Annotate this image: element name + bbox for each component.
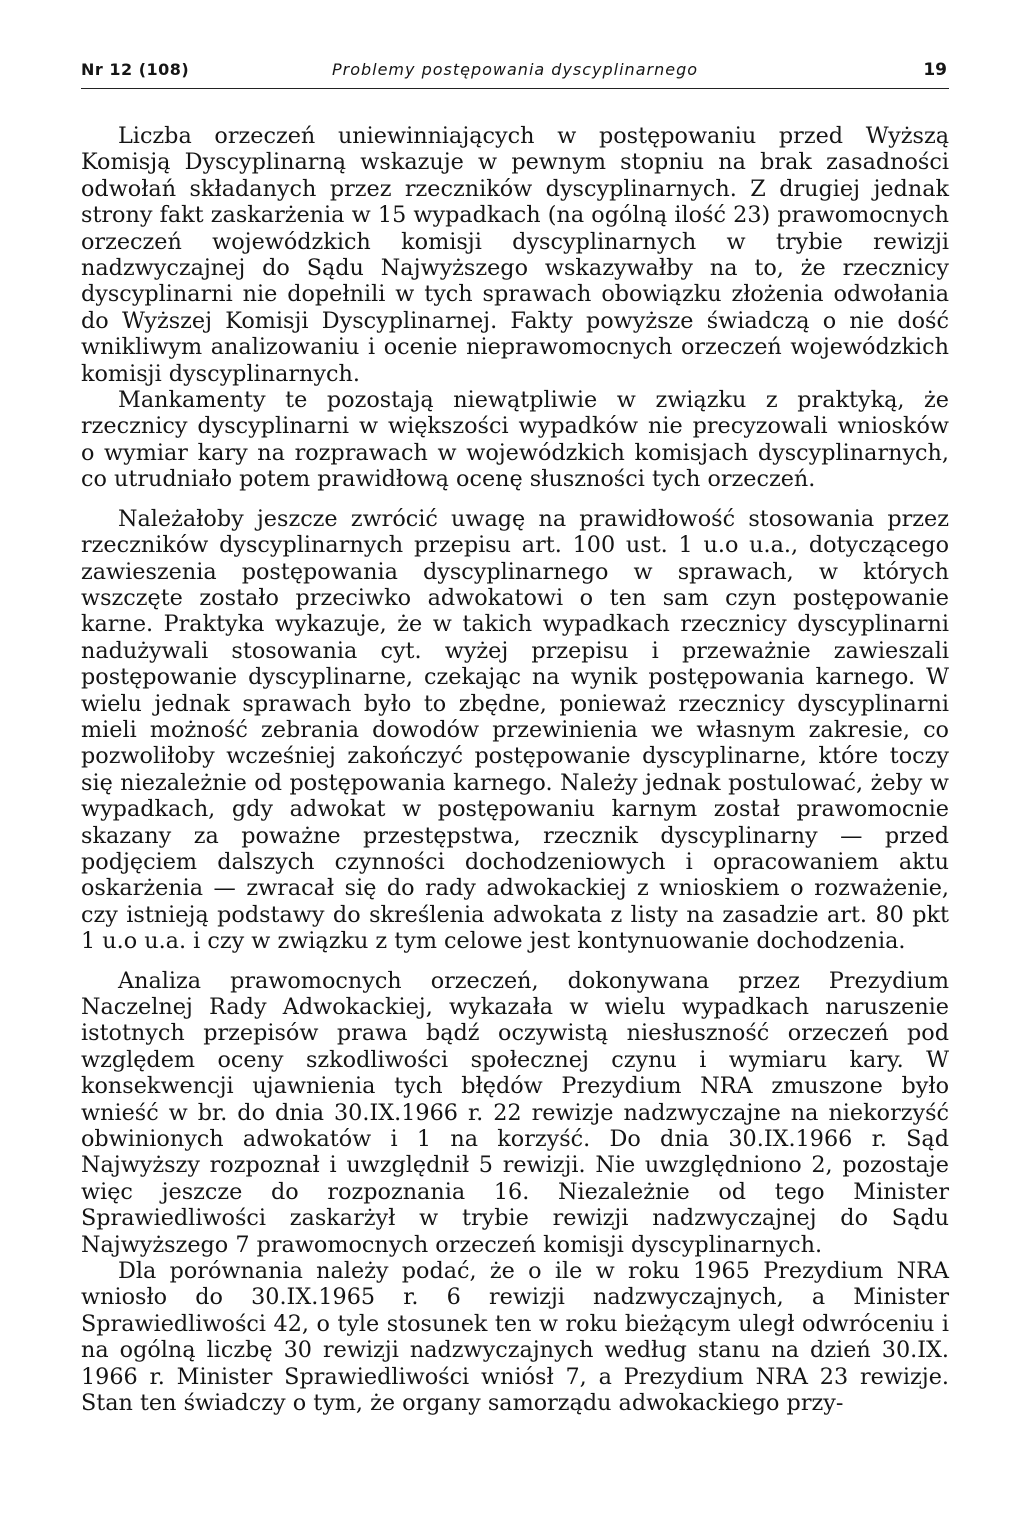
running-header (81, 58, 949, 89)
paragraph: Mankamenty te pozostają niewątpliwie w związku z praktyką, że rzecznicy dyscyplinarni w większości wypadków nie precyzowali wniosków o wymiar kary na rozprawach w wojewódzkich komisjach dyscyplinarnych, co utrudniało potem prawidłową ocenę słuszności tych orzeczeń. (81, 387, 949, 493)
page-number: 19 (923, 60, 947, 80)
issue-number: Nr 12 (108) (81, 60, 190, 79)
article-body (81, 123, 949, 1417)
running-title: Problemy postępowania dyscyplinarnego (331, 60, 699, 79)
paragraph: Liczba orzeczeń uniewinniających w postępowaniu przed Wyższą Komisją Dyscyplinarną wskazuje w pewnym stopniu na brak zasadności odwołań składanych przez rzeczników dyscyplinarnych. Z drugiej jednak strony fakt zaskarżenia w 15 wypadkach (na ogólną ilość 23) prawomocnych orzeczeń wojewódzkich komisji dyscyplinarnych w trybie rewizji nadzwyczajnej do Sądu Najwyższego wskazywałby na to, że rzecznicy dyscyplinarni nie dopełnili w tych sprawach obowiązku złożenia odwołania do Wyższej Komisji Dyscyplinarnej. Fakty powyższe świadczą o nie dość wnikliwym analizowaniu i ocenie nieprawomocnych orzeczeń wojewódzkich komisji dyscyplinarnych. (81, 123, 949, 387)
paragraph: Analiza prawomocnych orzeczeń, dokonywana przez Prezydium Naczelnej Rady Adwokackiej, wykazała w wielu wypadkach naruszenie istotnych przepisów prawa bądź oczywistą niesłuszność orzeczeń pod względem oceny szkodliwości społecznej czynu i wymiaru kary. W konsekwencji ujawnienia tych błędów Prezydium NRA zmuszone było wnieść w br. do dnia 30.IX.1966 r. 22 rewizje nadzwyczajne na niekorzyść obwinionych adwokatów i 1 na korzyść. Do dnia 30.IX.1966 r. Sąd Najwyższy rozpoznał i uwzględnił 5 rewizji. Nie uwzględniono 2, pozostaje więc jeszcze do rozpoznania 16. Niezależnie od tego Minister Sprawiedliwości zaskarżył w trybie rewizji nadzwyczajnej do Sądu Najwyższego 7 prawomocnych orzeczeń komisji dyscyplinarnych. (81, 967, 949, 1258)
paragraph: Dla porównania należy podać, że o ile w roku 1965 Prezydium NRA wniosło do 30.IX.1965 r. 6 rewizji nadzwyczajnych, a Minister Sprawiedliwości 42, o tyle stosunek ten w roku bieżącym uległ odwróceniu i na ogólną liczbę 30 rewizji nadzwyczajnych według stanu na dzień 30.IX. 1966 r. Minister Sprawiedliwości wniósł 7, a Prezydium NRA 23 rewizje. Stan ten świadczy o tym, że organy samorządu adwokackiego przy- (81, 1258, 949, 1417)
paragraph: Należałoby jeszcze zwrócić uwagę na prawidłowość stosowania przez rzeczników dyscyplinarnych przepisu art. 100 ust. 1 u.o u.a., dotyczącego zawieszenia postępowania dyscyplinarnego w sprawach, w których wszczęte zostało przeciwko adwokatowi o ten sam czyn postępowanie karne. Praktyka wykazuje, że w takich wypadkach rzecznicy dyscyplinarni nadużywali stosowania cyt. wyżej przepisu i przeważnie zawieszali postępowanie dyscyplinarne, czekając na wynik postępowania karnego. W wielu jednak sprawach było to zbędne, ponieważ rzecznicy dyscyplinarni mieli możność zebrania dowodów przewinienia we własnym zakresie, co pozwoliłoby wcześniej zakończyć postępowanie dyscyplinarne, które toczy się niezależnie od postępowania karnego. Należy jednak postulować, żeby w wypadkach, gdy adwokat w postępowaniu karnym został prawomocnie skazany za poważne przestępstwa, rzecznik dyscyplinarny — przed podjęciem dalszych czynności dochodzeniowych i opracowaniem aktu oskarżenia — zwracał się do rady adwokackiej z wnioskiem o rozważenie, czy istnieją podstawy do skreślenia adwokata z listy na zasadzie art. 80 pkt 1 u.o u.a. i czy w związku z tym celowe jest kontynuowanie dochodzenia. (81, 505, 949, 955)
